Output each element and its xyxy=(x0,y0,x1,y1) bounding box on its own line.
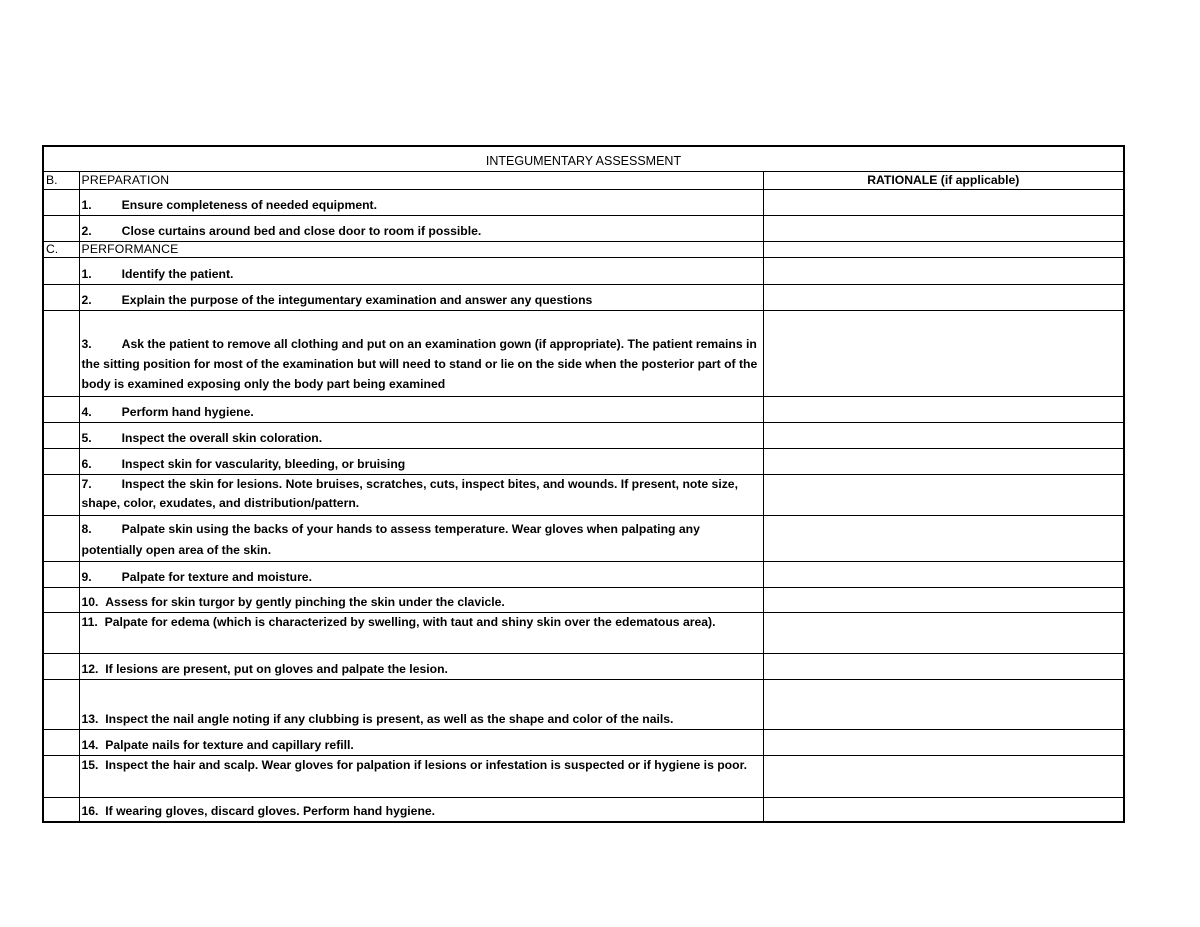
step-text: Explain the purpose of the integumentary examination and answer any questions xyxy=(121,292,593,307)
letter-cell xyxy=(43,679,79,729)
step-number: 7. xyxy=(81,476,92,491)
table-title: INTEGUMENTARY ASSESSMENT xyxy=(43,146,1124,171)
step-text: Inspect the skin for lesions. Note bruises, scratches, cuts, inspect bites, and wounds. If present, note size, shape, color, exudates, and distribution/pattern. xyxy=(81,476,738,510)
step-text: Inspect the nail angle noting if any clubbing is present, as well as the shape and color of the nails. xyxy=(105,711,674,726)
step-cell xyxy=(79,653,763,679)
table-row xyxy=(43,679,1124,729)
letter-cell xyxy=(43,422,79,448)
step-text: If lesions are present, put on gloves and palpate the lesion. xyxy=(105,661,448,676)
letter-cell xyxy=(43,755,79,797)
table-row xyxy=(43,729,1124,755)
rationale-cell[interactable] xyxy=(763,396,1124,422)
section-name: PREPARATION xyxy=(79,171,763,189)
step-number: 11. xyxy=(81,614,98,629)
step-text: Identify the patient. xyxy=(121,266,234,281)
step-number: 12. xyxy=(81,661,99,676)
table-row xyxy=(43,422,1124,448)
table-row xyxy=(43,396,1124,422)
step-cell xyxy=(79,729,763,755)
rationale-cell[interactable] xyxy=(763,474,1124,515)
rationale-cell[interactable] xyxy=(763,729,1124,755)
step-text: If wearing gloves, discard gloves. Perform hand hygiene. xyxy=(105,804,436,818)
rationale-cell[interactable] xyxy=(763,755,1124,797)
table-row xyxy=(43,561,1124,587)
step-number: 1. xyxy=(81,197,92,212)
step-number: 16. xyxy=(81,804,99,818)
step-cell xyxy=(79,257,763,284)
step-text: Assess for skin turgor by gently pinching the skin under the clavicle. xyxy=(105,594,505,609)
letter-cell xyxy=(43,189,79,215)
letter-cell xyxy=(43,396,79,422)
step-cell xyxy=(79,474,763,515)
step-cell xyxy=(79,284,763,310)
step-number: 8. xyxy=(81,521,92,536)
step-text: Palpate nails for texture and capillary refill. xyxy=(105,737,354,752)
table-row xyxy=(43,612,1124,653)
step-cell xyxy=(79,396,763,422)
step-number: 9. xyxy=(81,569,92,584)
step-number: 3. xyxy=(81,336,92,351)
rationale-cell[interactable] xyxy=(763,310,1124,396)
table-row xyxy=(43,474,1124,515)
step-cell xyxy=(79,310,763,396)
letter-cell xyxy=(43,797,79,822)
step-number: 13. xyxy=(81,711,99,726)
letter-cell xyxy=(43,310,79,396)
rationale-header: RATIONALE (if applicable) xyxy=(763,171,1124,189)
step-text: Inspect skin for vascularity, bleeding, or bruising xyxy=(121,456,406,471)
rationale-cell[interactable] xyxy=(763,612,1124,653)
step-number: 10. xyxy=(81,594,99,609)
step-cell xyxy=(79,755,763,797)
table-row xyxy=(43,797,1124,822)
rationale-cell[interactable] xyxy=(763,679,1124,729)
letter-cell xyxy=(43,561,79,587)
table-row xyxy=(43,653,1124,679)
step-cell xyxy=(79,448,763,474)
step-number: 4. xyxy=(81,404,92,419)
step-text: Perform hand hygiene. xyxy=(121,404,254,419)
step-number: 1. xyxy=(81,266,92,281)
step-number: 2. xyxy=(81,223,92,238)
step-cell xyxy=(79,422,763,448)
step-cell xyxy=(79,587,763,612)
table-row xyxy=(43,448,1124,474)
step-text: Inspect the hair and scalp. Wear gloves for palpation if lesions or infestation is suspected or if hygiene is poor. xyxy=(105,757,748,772)
table-row xyxy=(43,284,1124,310)
letter-cell xyxy=(43,653,79,679)
rationale-cell[interactable] xyxy=(763,284,1124,310)
step-number: 6. xyxy=(81,456,92,471)
step-cell xyxy=(79,679,763,729)
table-row xyxy=(43,257,1124,284)
step-text: Palpate for texture and moisture. xyxy=(121,569,312,584)
assessment-table xyxy=(42,145,1125,823)
step-number: 15. xyxy=(81,757,99,772)
step-text: Close curtains around bed and close door to room if possible. xyxy=(121,223,482,238)
table-row xyxy=(43,587,1124,612)
section-header-row xyxy=(43,171,1124,189)
rationale-cell[interactable] xyxy=(763,653,1124,679)
step-cell xyxy=(79,189,763,215)
step-text: Palpate skin using the backs of your hands to assess temperature. Wear gloves when palpating any potentially open area of the skin. xyxy=(81,521,700,557)
step-cell xyxy=(79,561,763,587)
section-name: PERFORMANCE xyxy=(79,241,763,257)
section-letter: C. xyxy=(43,241,79,257)
step-cell xyxy=(79,515,763,561)
rationale-cell[interactable] xyxy=(763,215,1124,241)
rationale-cell[interactable] xyxy=(763,257,1124,284)
rationale-cell[interactable] xyxy=(763,448,1124,474)
step-text: Ask the patient to remove all clothing and put on an examination gown (if appropriate). The patient remains in the sitting position for most of the examination but will need to stand or lie on the side when the posterior part of the body is examined exposing only the body part being examined xyxy=(81,336,758,391)
rationale-cell[interactable] xyxy=(763,422,1124,448)
section-letter: B. xyxy=(43,171,79,189)
table-row xyxy=(43,215,1124,241)
letter-cell xyxy=(43,587,79,612)
rationale-cell[interactable] xyxy=(763,515,1124,561)
step-text: Palpate for edema (which is characterized by swelling, with taut and shiny skin over the edematous area). xyxy=(104,614,716,629)
table-row xyxy=(43,755,1124,797)
rationale-cell[interactable] xyxy=(763,189,1124,215)
table-row xyxy=(43,515,1124,561)
letter-cell xyxy=(43,448,79,474)
rationale-cell[interactable] xyxy=(763,587,1124,612)
title-row xyxy=(43,146,1124,171)
rationale-cell[interactable] xyxy=(763,241,1124,257)
letter-cell xyxy=(43,729,79,755)
rationale-cell[interactable] xyxy=(763,797,1124,822)
step-cell xyxy=(79,612,763,653)
section-header-row xyxy=(43,241,1124,257)
step-number: 2. xyxy=(81,292,92,307)
letter-cell xyxy=(43,284,79,310)
step-number: 14. xyxy=(81,737,99,752)
step-text: Ensure completeness of needed equipment. xyxy=(121,197,377,212)
letter-cell xyxy=(43,515,79,561)
step-number: 5. xyxy=(81,430,92,445)
letter-cell xyxy=(43,257,79,284)
step-cell xyxy=(79,215,763,241)
step-text: Inspect the overall skin coloration. xyxy=(121,430,323,445)
letter-cell xyxy=(43,612,79,653)
table-row xyxy=(43,189,1124,215)
table-row xyxy=(43,310,1124,396)
rationale-cell[interactable] xyxy=(763,561,1124,587)
step-cell xyxy=(79,797,763,822)
letter-cell xyxy=(43,474,79,515)
letter-cell xyxy=(43,215,79,241)
